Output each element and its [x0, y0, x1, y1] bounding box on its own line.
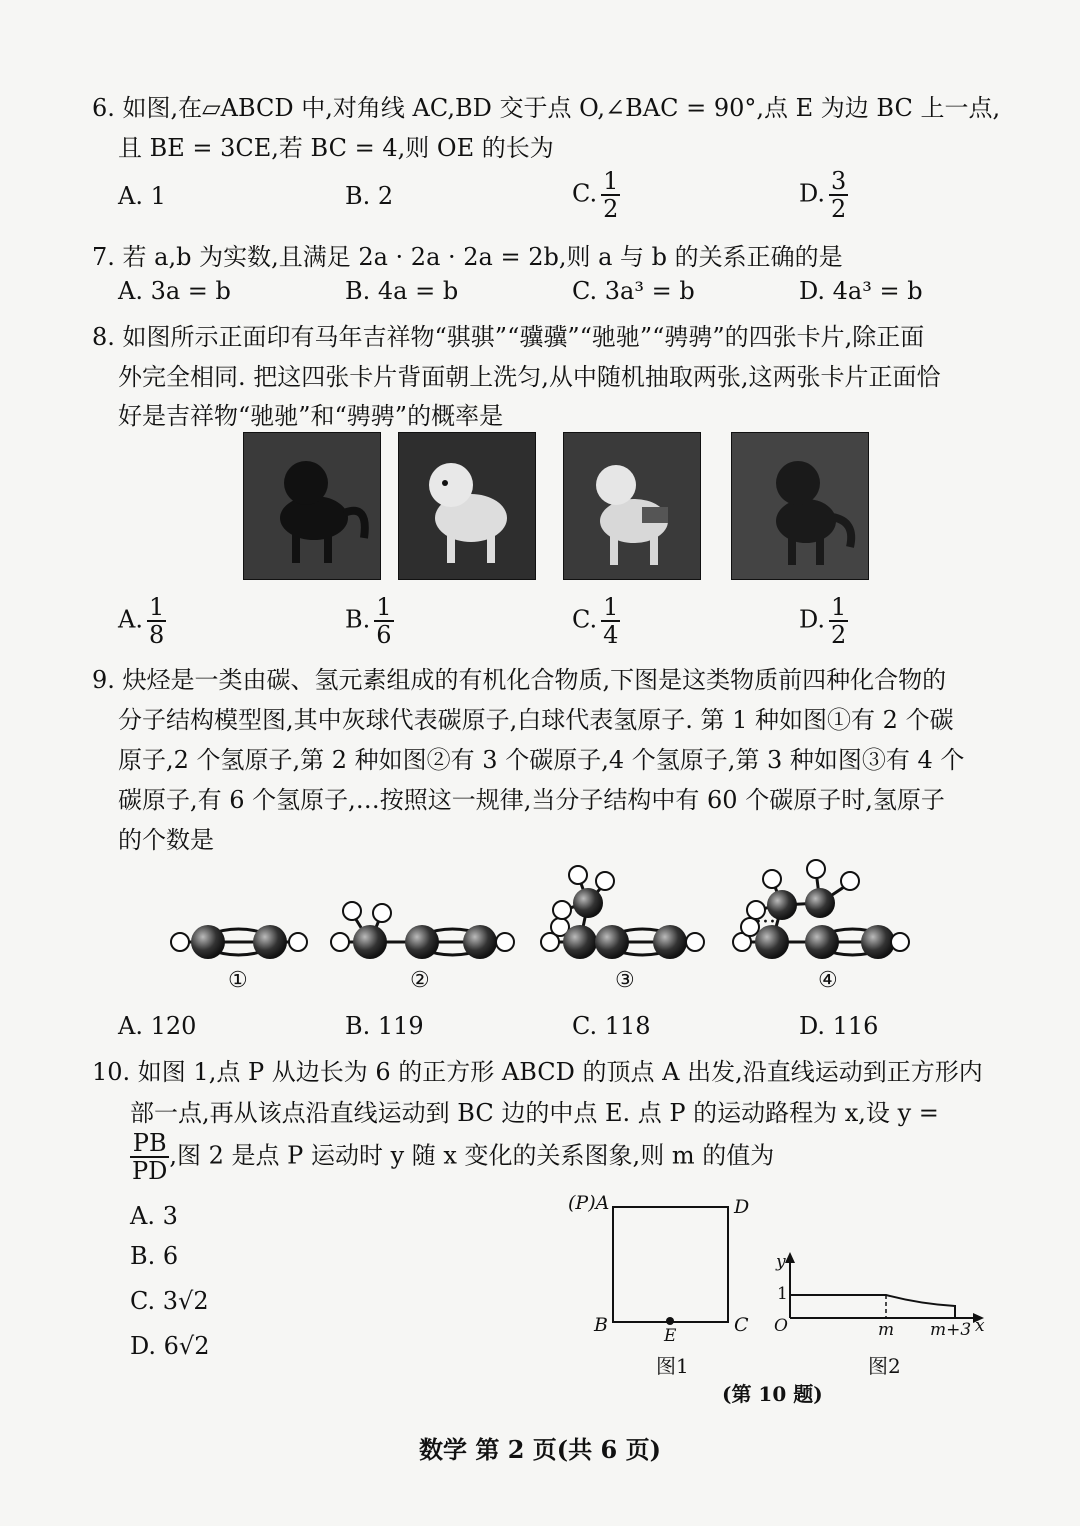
q7-option-c: C. 3a³ = b: [572, 277, 695, 305]
molecule-1: [171, 925, 307, 959]
mascot-card-1: [243, 432, 381, 580]
q8-option-b: [345, 594, 394, 648]
q10-option-b: B. 6: [130, 1242, 179, 1270]
molecule-label-2: ②: [410, 968, 430, 993]
q9-option-b: B. 119: [345, 1012, 424, 1040]
figure-1-label-e: E: [664, 1326, 677, 1346]
q6-option-d-fraction: [829, 168, 848, 222]
molecule-diagram: [160, 855, 960, 995]
q7-option-a: A. 3a = b: [118, 277, 231, 305]
figure-2-label-one: 1: [777, 1284, 788, 1304]
q9-line-2: 分子结构模型图,其中灰球代表碳原子,白球代表氢原子. 第 1 种如图①有 2 个碳: [118, 706, 954, 734]
q8-option-a-denominator: 8: [148, 621, 165, 649]
q10-option-c: C. 3√2: [130, 1287, 209, 1315]
q8-option-d-numerator: 1: [831, 593, 847, 621]
q9-line-3: 原子,2 个氢原子,第 2 种如图②有 3 个碳原子,4 个氢原子,第 3 种如图③有 4 个: [118, 746, 965, 774]
q10-option-a: A. 3: [130, 1202, 178, 1230]
q8-option-d-prefix: D.: [799, 605, 826, 634]
q9-line-4: 碳原子,有 6 个氢原子,…按照这一规律,当分子结构中有 60 个碳原子时,氢原子: [118, 786, 945, 814]
mascot-card-2: [398, 432, 536, 580]
q6-option-b: B. 2: [345, 182, 394, 210]
q8-option-a-fraction: [147, 594, 166, 648]
figure-2-label-o: O: [774, 1316, 788, 1336]
q6-option-d-prefix: D.: [799, 179, 826, 208]
molecule-label-3: ③: [615, 968, 635, 993]
q8-option-b-prefix: B.: [345, 605, 371, 634]
q8-option-c: [572, 594, 620, 648]
horse-mascot-icon: [244, 433, 380, 579]
page-footer: 数学 第 2 页(共 6 页): [419, 1435, 661, 1464]
horse-mascot-icon: [564, 433, 700, 579]
q10-fraction-numerator: PB: [130, 1130, 169, 1158]
q6-option-c-prefix: C.: [572, 179, 598, 208]
figure-1-caption: 图1: [656, 1354, 689, 1378]
q6-option-d-denominator: 2: [831, 195, 847, 223]
q6-line-1: 6. 如图,在▱ABCD 中,对角线 AC,BD 交于点 O,∠BAC = 90°,点 E 为边 BC 上一点,: [92, 94, 1001, 122]
q8-option-b-fraction: [374, 594, 393, 648]
q6-option-c-fraction: [601, 168, 620, 222]
q8-line-3: 好是吉祥物“驰驰”和“骋骋”的概率是: [118, 402, 504, 430]
q10-line-1: 10. 如图 1,点 P 从边长为 6 的正方形 ABCD 的顶点 A 出发,沿直线运动到正方形内: [92, 1058, 983, 1086]
q8-line-1: 8. 如图所示正面印有马年吉祥物“骐骐”“骥骥”“驰驰”“骋骋”的四张卡片,除正面: [92, 323, 925, 351]
q10-figure-caption: (第 10 题): [722, 1382, 823, 1406]
figure-2-label-m-plus-3: m+3: [930, 1320, 972, 1340]
q6-line-2: 且 BE = 3CE,若 BC = 4,则 OE 的长为: [118, 134, 554, 162]
mascot-card-3: [563, 432, 701, 580]
q8-option-b-numerator: 1: [376, 593, 392, 621]
q6-option-c-denominator: 2: [603, 195, 619, 223]
q8-option-a: [118, 594, 166, 648]
q10-fraction: [130, 1130, 169, 1184]
figure-2-caption: 图2: [868, 1354, 901, 1378]
figure-2-label-m: m: [878, 1320, 895, 1340]
q6-option-a: A. 1: [118, 182, 166, 210]
q7-option-d: D. 4a³ = b: [799, 277, 923, 305]
q10-fraction-denominator: PD: [132, 1157, 168, 1185]
q9-option-a: A. 120: [118, 1012, 197, 1040]
molecule-ellipsis: ···: [755, 910, 776, 935]
q9-line-5: 的个数是: [118, 826, 214, 854]
q6-option-c: [572, 168, 620, 222]
figure-1-label-d: D: [734, 1196, 750, 1218]
q7-line-1: 7. 若 a,b 为实数,且满足 2a · 2a · 2a = 2b,则 a 与 b 的关系正确的是: [92, 243, 843, 271]
figure-1-label-b: B: [594, 1314, 608, 1336]
q6-option-d-numerator: 3: [831, 167, 847, 195]
q6-option-c-numerator: 1: [603, 167, 619, 195]
q10-line-3-text: ,图 2 是点 P 运动时 y 随 x 变化的关系图象,则 m 的值为: [169, 1141, 775, 1170]
q8-option-c-numerator: 1: [603, 593, 619, 621]
molecule-3: [541, 866, 704, 959]
figure-1-label-c: C: [734, 1314, 749, 1336]
q8-option-c-prefix: C.: [572, 605, 598, 634]
q9-line-1: 9. 炔烃是一类由碳、氢元素组成的有机化合物质,下图是这类物质前四种化合物的: [92, 666, 947, 694]
molecule-2: [331, 902, 514, 959]
q10-option-d: D. 6√2: [130, 1332, 210, 1360]
q6-option-d: [799, 168, 848, 222]
q8-option-a-numerator: 1: [148, 593, 165, 621]
horse-mascot-icon: [732, 433, 868, 579]
q8-option-b-denominator: 6: [376, 621, 392, 649]
molecule-label-1: ①: [228, 968, 248, 993]
q8-option-c-denominator: 4: [603, 621, 619, 649]
q8-option-a-prefix: A.: [118, 605, 143, 634]
q10-line-2: 部一点,再从该点沿直线运动到 BC 边的中点 E. 点 P 的运动路程为 x,设 y =: [130, 1099, 939, 1127]
q8-option-d-denominator: 2: [831, 621, 847, 649]
q8-option-c-fraction: [601, 594, 620, 648]
q8-option-d-fraction: [829, 594, 848, 648]
q9-option-d: D. 116: [799, 1012, 879, 1040]
molecule-label-4: ④: [818, 968, 838, 993]
q7-option-b: B. 4a = b: [345, 277, 459, 305]
mascot-card-4: [731, 432, 869, 580]
figure-2-label-x: x: [975, 1316, 985, 1336]
q8-line-2: 外完全相同. 把这四张卡片背面朝上洗匀,从中随机抽取两张,这两张卡片正面恰: [118, 363, 941, 391]
q10-line-3: [130, 1130, 774, 1184]
horse-mascot-icon: [399, 433, 535, 579]
q9-option-c: C. 118: [572, 1012, 651, 1040]
figure-1-square: [612, 1206, 732, 1326]
figure-2-label-y: y: [776, 1252, 786, 1272]
figure-1-label-pa: (P)A: [568, 1192, 610, 1214]
q8-option-d: [799, 594, 848, 648]
